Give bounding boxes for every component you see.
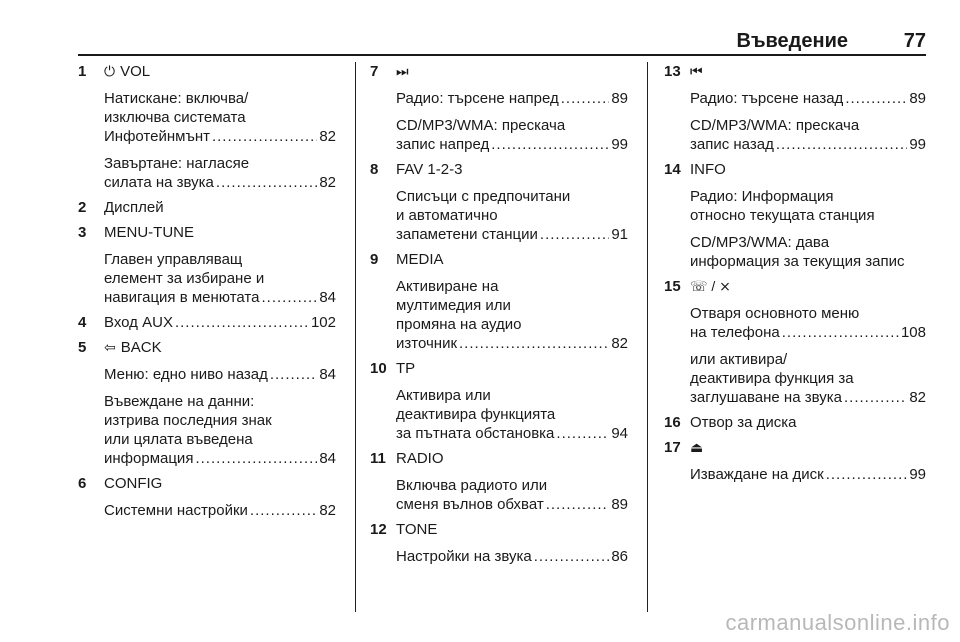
control-entry	[370, 250, 628, 353]
item-label: CONFIG	[104, 475, 163, 492]
column-divider	[647, 62, 648, 612]
leader-dots	[776, 135, 907, 154]
description	[690, 187, 926, 225]
item-heading	[104, 223, 336, 242]
toc-page: 99	[909, 466, 926, 483]
item-heading	[690, 277, 926, 296]
toc-page: 86	[611, 548, 628, 565]
description	[396, 89, 628, 108]
item-number: 7	[370, 63, 379, 80]
toc-text: запис назад	[690, 136, 774, 153]
description-line: Списъци с предпочитани	[396, 188, 571, 205]
toc-row	[690, 388, 926, 407]
toc-text: заглушаване на звука	[690, 389, 842, 406]
leader-dots	[216, 173, 317, 192]
toc-text: за пътната обстановка	[396, 425, 555, 442]
item-number: 10	[370, 360, 387, 377]
item-heading	[690, 62, 926, 81]
item-label: RADIO	[396, 450, 444, 467]
toc-text: Меню: едно ниво назад	[104, 366, 268, 383]
description	[690, 465, 926, 484]
description-line: промяна на аудио	[396, 316, 522, 333]
description-line: Натискане: включва/	[104, 90, 249, 107]
item-label: MENU-TUNE	[104, 224, 194, 241]
description	[690, 89, 926, 108]
toc-text: Системни настройки	[104, 502, 248, 519]
toc-row	[690, 89, 926, 108]
control-icon: ⏭	[396, 63, 409, 79]
leader-dots	[826, 465, 908, 484]
item-number: 14	[664, 161, 681, 178]
page-title: Въведение	[736, 30, 848, 52]
item-heading	[396, 62, 628, 81]
item-label: FAV 1-2-3	[396, 161, 463, 178]
item-label: TP	[396, 360, 416, 377]
leader-dots	[540, 225, 609, 244]
toc-text: Радио: търсене назад	[690, 90, 844, 107]
toc-page: 82	[319, 502, 336, 519]
item-number: 6	[78, 475, 87, 492]
item-label: MEDIA	[396, 251, 444, 268]
header-rule	[78, 54, 926, 56]
description	[396, 386, 628, 443]
item-heading	[396, 250, 628, 269]
control-entry	[664, 277, 926, 407]
item-number: 4	[78, 314, 87, 331]
item-heading	[396, 359, 628, 378]
toc-text: Вход AUX	[104, 314, 173, 331]
leader-dots	[175, 313, 309, 332]
toc-row	[396, 424, 628, 443]
toc-text: информация	[104, 450, 194, 467]
control-entry	[370, 449, 628, 514]
description-line: мултимедия или	[396, 297, 511, 314]
toc-row	[396, 89, 628, 108]
control-entry	[78, 313, 336, 332]
toc-row	[396, 225, 628, 244]
toc-row	[396, 135, 628, 154]
toc-page: 82	[909, 389, 926, 406]
leader-dots	[845, 89, 907, 108]
description-line: относно текущата станция	[690, 207, 875, 224]
toc-text: Инфотейнмънт	[104, 128, 210, 145]
description-line: Активиране на	[396, 278, 499, 295]
toc-row	[104, 365, 336, 384]
control-entry	[78, 198, 336, 217]
toc-page: 82	[319, 174, 336, 191]
toc-page: 84	[319, 366, 336, 383]
toc-page: 89	[611, 90, 628, 107]
item-label: Отвор за диска	[690, 414, 797, 431]
control-entry	[78, 62, 336, 192]
toc-text: запаметени станции	[396, 226, 538, 243]
column-1	[78, 62, 336, 526]
toc-text: силата на звука	[104, 174, 214, 191]
item-heading	[690, 160, 926, 179]
item-number: 13	[664, 63, 681, 80]
leader-dots	[546, 495, 610, 514]
description	[104, 250, 336, 307]
toc-row	[104, 127, 336, 146]
item-number: 8	[370, 161, 379, 178]
toc-page: 94	[611, 425, 628, 442]
toc-text: навигация в менютата	[104, 289, 260, 306]
toc-page: 84	[319, 289, 336, 306]
toc-row	[104, 173, 336, 192]
description-line: информация за текущия запис	[690, 253, 905, 270]
toc-text: Настройки на звука	[396, 548, 532, 565]
toc-text: източник	[396, 335, 458, 352]
toc-row	[104, 288, 336, 307]
description	[396, 547, 628, 566]
toc-page: 89	[909, 90, 926, 107]
item-heading	[690, 438, 926, 457]
toc-row	[690, 465, 926, 484]
control-entry	[78, 223, 336, 307]
leader-dots	[250, 501, 317, 520]
item-number: 17	[664, 439, 681, 456]
leader-dots	[195, 449, 317, 468]
control-entry	[664, 438, 926, 484]
description-line: или активира/	[690, 351, 788, 368]
column-divider	[355, 62, 356, 612]
description-line: Радио: Информация	[690, 188, 834, 205]
column-2	[370, 62, 628, 572]
description-line: CD/MP3/WMA: дава	[690, 234, 830, 251]
toc-page: 82	[611, 335, 628, 352]
item-label: INFO	[690, 161, 726, 178]
leader-dots	[561, 89, 610, 108]
toc-row	[396, 547, 628, 566]
description	[104, 89, 336, 146]
description	[104, 501, 336, 520]
item-number: 2	[78, 199, 87, 216]
control-entry	[370, 160, 628, 244]
watermark: carmanualsonline.info	[725, 610, 950, 635]
toc-text: сменя вълнов обхват	[396, 496, 544, 513]
description	[104, 392, 336, 468]
control-icon: ⇦	[104, 339, 116, 355]
control-icon: ⏏	[690, 439, 704, 455]
item-heading	[104, 338, 336, 357]
description-line: деактивира функцията	[396, 406, 556, 423]
description	[104, 365, 336, 384]
item-heading	[396, 160, 628, 179]
description	[690, 304, 926, 342]
toc-page: 82	[319, 128, 336, 145]
description	[396, 277, 628, 353]
item-number: 11	[370, 450, 386, 467]
description-line: Отваря основното меню	[690, 305, 860, 322]
leader-dots	[556, 424, 609, 443]
description-line: Завъртане: нагласяе	[104, 155, 250, 172]
toc-page: 89	[611, 496, 628, 513]
description	[104, 154, 336, 192]
description-line: CD/MP3/WMA: прескача	[690, 117, 860, 134]
control-entry	[664, 413, 926, 432]
control-entry	[664, 160, 926, 271]
description-line: изключва системата	[104, 109, 246, 126]
control-entry	[370, 520, 628, 566]
leader-dots	[270, 365, 317, 384]
description-line: изтрива последния знак	[104, 412, 272, 429]
toc-page: 108	[900, 324, 926, 341]
toc-page: 84	[319, 450, 336, 467]
item-number: 12	[370, 521, 387, 538]
item-number: 16	[664, 414, 681, 431]
description-line: и автоматично	[396, 207, 498, 224]
leader-dots	[212, 127, 317, 146]
description-line: Активира или	[396, 387, 491, 404]
toc-text: на телефона	[690, 324, 780, 341]
item-heading	[396, 520, 628, 539]
toc-page: 102	[310, 314, 336, 331]
toc-row	[690, 135, 926, 154]
item-number: 15	[664, 278, 681, 295]
item-number: 9	[370, 251, 379, 268]
toc-text: Изваждане на диск	[690, 466, 824, 483]
control-icon: ⏻	[104, 63, 116, 79]
column-3	[664, 62, 926, 490]
item-heading	[690, 413, 926, 432]
leader-dots	[261, 288, 317, 307]
item-number: 3	[78, 224, 87, 241]
description-line: Въвеждане на данни:	[104, 393, 255, 410]
description	[690, 116, 926, 154]
description-line: CD/MP3/WMA: прескача	[396, 117, 566, 134]
control-entry	[370, 62, 628, 154]
control-entry	[664, 62, 926, 154]
item-heading	[104, 474, 336, 493]
description-line: елемент за избиране и	[104, 270, 265, 287]
toc-row	[104, 449, 336, 468]
description	[396, 116, 628, 154]
toc-page: 91	[611, 226, 628, 243]
item-heading	[104, 198, 336, 217]
description	[690, 233, 926, 271]
control-icon: ⏮	[690, 63, 703, 79]
leader-dots	[844, 388, 907, 407]
item-label: VOL	[120, 63, 151, 80]
leader-dots	[459, 334, 609, 353]
description-line: Главен управляващ	[104, 251, 243, 268]
leader-dots	[782, 323, 899, 342]
leader-dots	[491, 135, 609, 154]
control-entry	[78, 338, 336, 468]
description	[396, 476, 628, 514]
page-number: 77	[903, 30, 926, 52]
toc-row	[104, 501, 336, 520]
toc-row	[396, 334, 628, 353]
description	[690, 350, 926, 407]
description-line: или цялата въведена	[104, 431, 253, 448]
item-label: BACK	[120, 339, 162, 356]
item-label: TONE	[396, 521, 438, 538]
control-entry	[370, 359, 628, 443]
page-header	[78, 30, 926, 54]
toc-text: запис напред	[396, 136, 490, 153]
toc-text: Радио: търсене напред	[396, 90, 559, 107]
item-label: Дисплей	[104, 199, 164, 216]
toc-page: 99	[909, 136, 926, 153]
leader-dots	[534, 547, 610, 566]
control-entry	[78, 474, 336, 520]
item-heading	[396, 449, 628, 468]
item-heading	[104, 62, 336, 81]
item-number: 5	[78, 339, 87, 356]
toc-row	[104, 313, 336, 332]
item-number: 1	[78, 63, 87, 80]
control-icon: ☏ / ⨯	[690, 278, 731, 294]
description	[396, 187, 628, 244]
description-line: Включва радиото или	[396, 477, 548, 494]
toc-row	[396, 495, 628, 514]
toc-page: 99	[611, 136, 628, 153]
toc-row	[690, 323, 926, 342]
description-line: деактивира функция за	[690, 370, 854, 387]
